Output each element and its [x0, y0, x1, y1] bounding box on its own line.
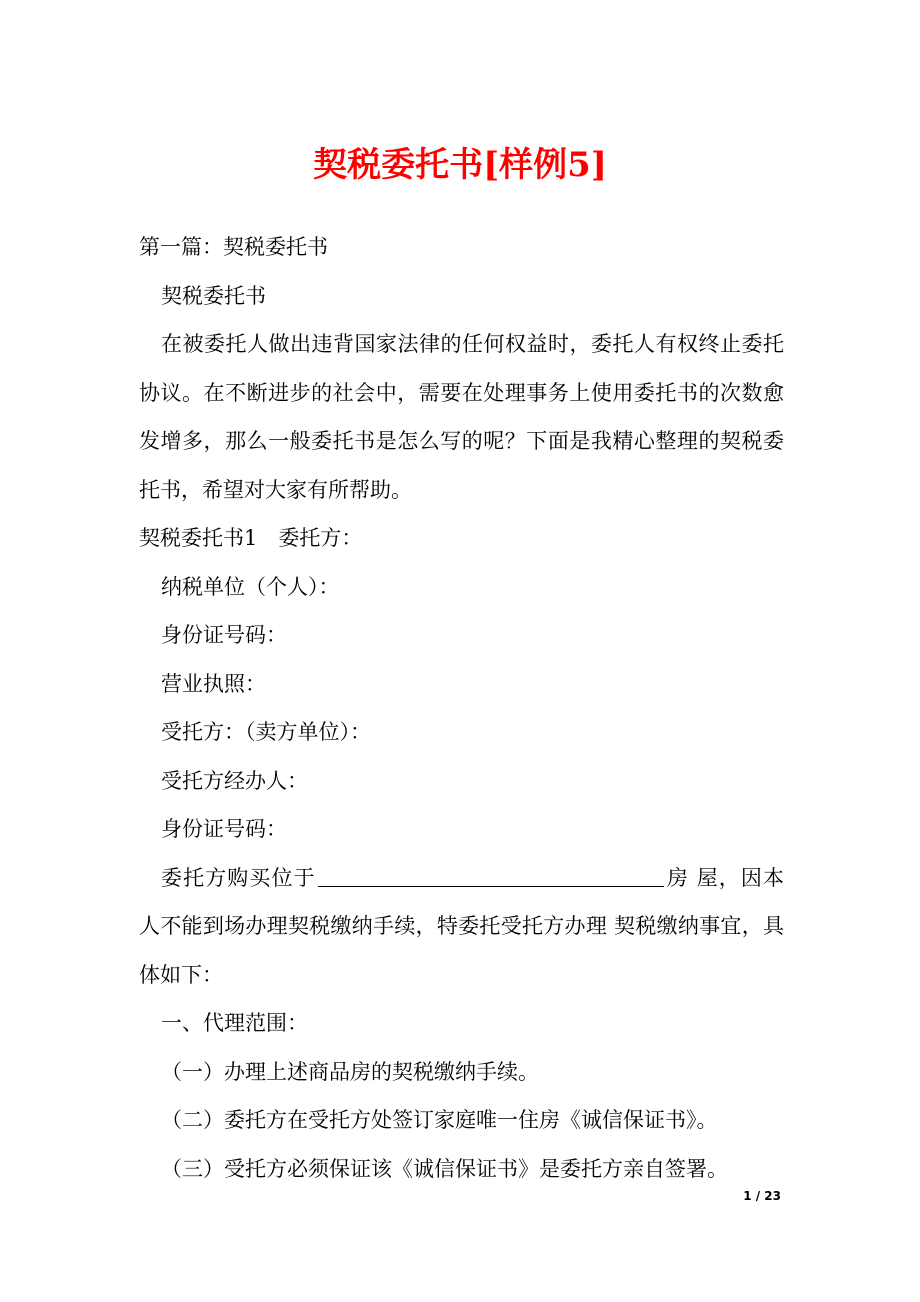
sample-heading: 契税委托书1 委托方：: [139, 526, 363, 550]
page-number: 1 / 23: [743, 1189, 781, 1203]
field-id-number: 身份证号码：: [161, 623, 287, 647]
address-blank-line: [318, 864, 664, 887]
field-trustee-agent: 受托方经办人：: [161, 768, 308, 793]
field-trustee: 受托方：（卖方单位）：: [161, 720, 371, 744]
scope-item: （一）办理上述商品房的契税缴纳手续。: [161, 1059, 539, 1084]
field-agent-id-number: 身份证号码：: [161, 817, 287, 841]
field-business-license: 营业执照：: [161, 671, 266, 696]
subtitle: 契税委托书: [161, 283, 266, 308]
scope-item: （二）委托方在受托方处签订家庭唯一住房《诚信保证书》。: [161, 1108, 718, 1132]
scope-heading: 一、代理范围：: [161, 1011, 308, 1035]
field-tax-unit: 纳税单位（个人）：: [161, 574, 340, 599]
purchase-paragraph: [139, 854, 784, 1000]
purchase-prefix: 委托方购买位于: [161, 865, 316, 890]
document-title: 契税委托书[样例5]: [313, 145, 607, 185]
document-body: [139, 223, 784, 1193]
section-heading: 第一篇：契税委托书: [139, 235, 328, 259]
intro-paragraph: 在被委托人做出违背国家法律的任何权益时，委托人有权终止委托协议。在不断进步的社会中，需要在处理事务上使用委托书的次数愈发增多，那么一般委托书是怎么写的呢？下面是我精心整理的契税委托书，希望对大家有所帮助。: [139, 332, 784, 502]
scope-item: （三）受托方必须保证该《诚信保证书》是委托方亲自签署。: [161, 1156, 728, 1181]
purchase-suffix: 房 屋，因本人不能到场办理契税缴纳手续，特委托受托方办理 契税缴纳事宜，具体如下：: [139, 865, 784, 987]
